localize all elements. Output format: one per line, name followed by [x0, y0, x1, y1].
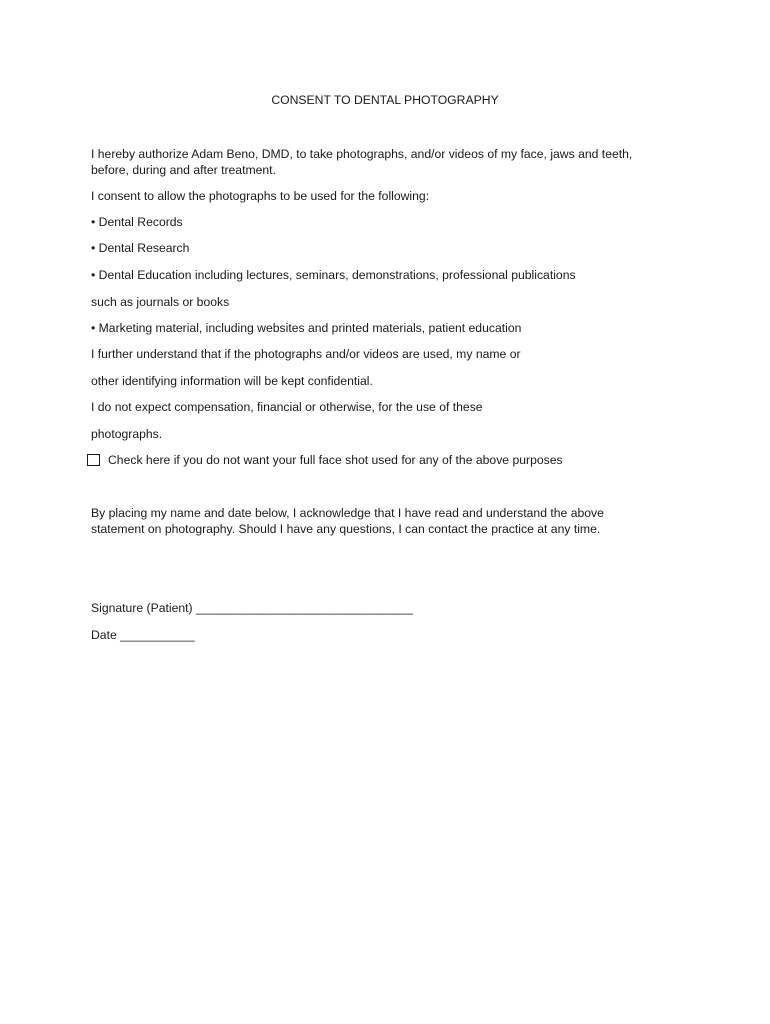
full-face-opt-out-checkbox[interactable]	[87, 454, 100, 466]
patient-signature-field[interactable]: Signature (Patient) ________________________________	[91, 601, 413, 615]
acknowledgement-text-line-2: statement on photography. Should I have any questions, I can contact the practice at any time.	[91, 522, 601, 536]
bullet-dental-education-line-2: such as journals or books	[91, 295, 230, 309]
bullet-marketing-material: • Marketing material, including websites and printed materials, patient education	[91, 321, 522, 335]
full-face-opt-out-label: Check here if you do not want your full face shot used for any of the above purposes	[108, 453, 563, 467]
document-title: CONSENT TO DENTAL PHOTOGRAPHY	[271, 93, 499, 107]
acknowledgement-text-line-1: By placing my name and date below, I acknowledge that I have read and understand the above	[91, 506, 604, 520]
bullet-dental-education-line-1: • Dental Education including lectures, seminars, demonstrations, professional publications	[91, 268, 576, 282]
confidentiality-text-line-2: other identifying information will be kept confidential.	[91, 374, 373, 388]
authorization-text-line-1: I hereby authorize Adam Beno, DMD, to take photographs, and/or videos of my face, jaws and teeth,	[91, 147, 633, 161]
consent-intro-text: I consent to allow the photographs to be used for the following:	[91, 189, 430, 203]
compensation-text-line-1: I do not expect compensation, financial or otherwise, for the use of these	[91, 400, 483, 414]
bullet-dental-records: • Dental Records	[91, 215, 183, 229]
date-field[interactable]: Date ___________	[91, 628, 195, 642]
authorization-text-line-2: before, during and after treatment.	[91, 163, 276, 177]
confidentiality-text-line-1: I further understand that if the photographs and/or videos are used, my name or	[91, 347, 521, 361]
compensation-text-line-2: photographs.	[91, 427, 163, 441]
bullet-dental-research: • Dental Research	[91, 241, 190, 255]
